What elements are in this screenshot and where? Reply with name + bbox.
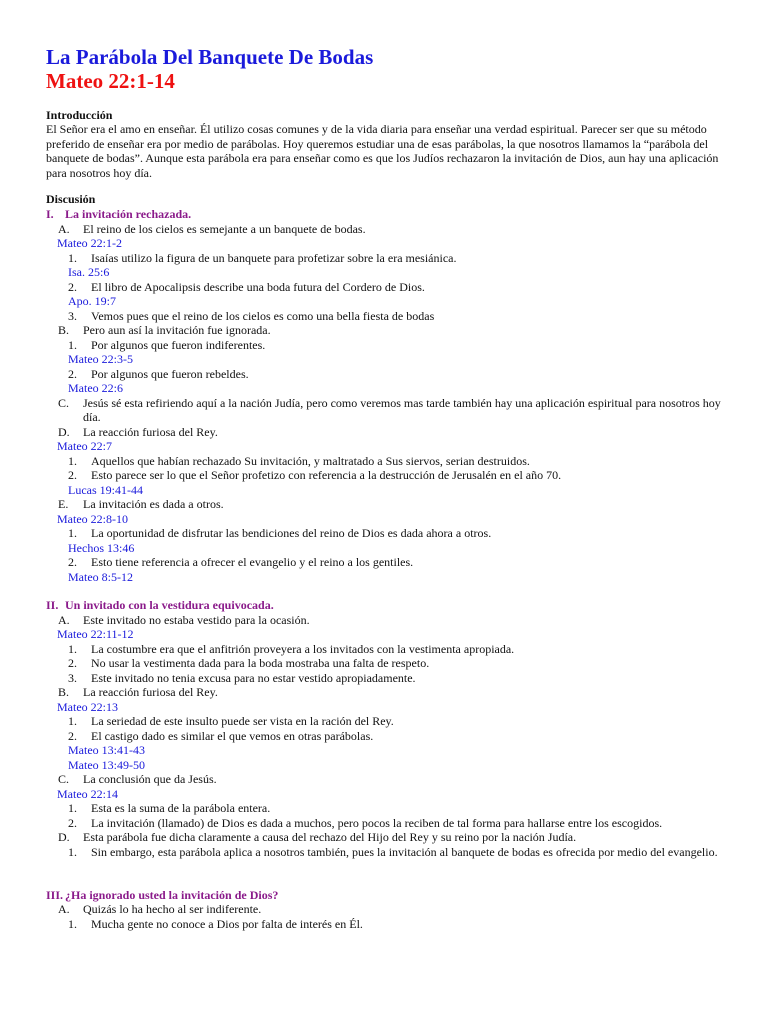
outline-number: A. xyxy=(58,612,70,627)
outline-point xyxy=(46,497,746,512)
outline-subpoint xyxy=(46,468,746,483)
scripture-reference xyxy=(46,236,746,251)
outline-number: 2. xyxy=(68,555,77,569)
outline-number: 1. xyxy=(68,641,77,656)
outline-point xyxy=(46,685,746,700)
outline-number: III. xyxy=(46,887,64,902)
outline-text: Este invitado no estaba vestido para la ocasión. xyxy=(83,612,310,627)
outline-subpoint xyxy=(46,555,746,570)
scripture-reference xyxy=(46,758,746,773)
outline-number: 1. xyxy=(68,337,77,352)
outline-subpoint xyxy=(46,338,746,353)
outline-subpoint xyxy=(46,729,746,744)
document-title: La Parábola Del Banquete De Bodas xyxy=(46,45,374,69)
outline-subpoint xyxy=(46,816,746,831)
outline-text: La conclusión que da Jesús. xyxy=(83,772,217,786)
outline-subpoint xyxy=(46,526,746,541)
outline-point xyxy=(46,902,746,917)
outline-number: C. xyxy=(58,772,70,786)
outline-number: 1. xyxy=(68,453,77,468)
outline-number: 2. xyxy=(68,468,77,482)
outline-subpoint xyxy=(46,367,746,382)
outline-subpoint xyxy=(46,917,746,932)
outline-text: Esto tiene referencia a ofrecer el evangelio y el reino a los gentiles. xyxy=(91,555,414,569)
outline-text: Este invitado no tenia excusa para no estar vestido apropiadamente. xyxy=(91,670,416,685)
outline-subpoint xyxy=(46,845,746,874)
outline-text: Aquellos que habían rechazado Su invitación, y maltratado a Sus siervos, serian destruidos. xyxy=(91,453,530,468)
outline-text: Pero aun así la invitación fue ignorada. xyxy=(83,323,271,337)
scripture-reference xyxy=(46,743,746,758)
scripture-reference xyxy=(46,570,746,585)
outline-point xyxy=(46,830,746,845)
outline-text: Hechos 13:46 xyxy=(68,540,135,555)
intro-heading: Introducción xyxy=(46,108,113,122)
outline-point xyxy=(46,323,746,338)
outline-text: No usar la vestimenta dada para la boda mostraba una falta de respeto. xyxy=(91,656,430,670)
scripture-reference xyxy=(46,787,746,802)
outline-text: Mateo 22:8-10 xyxy=(57,511,128,526)
section-heading xyxy=(46,598,746,613)
outline-subpoint xyxy=(46,280,746,295)
outline-text: La invitación (llamado) de Dios es dada a muchos, pero pocos la reciben de tal forma para hallarse entre los escogidos. xyxy=(91,815,663,830)
outline-number: A. xyxy=(58,221,70,236)
outline-subpoint xyxy=(46,642,746,657)
outline-number: 1. xyxy=(68,801,77,815)
outline-number: D. xyxy=(58,830,70,844)
outline xyxy=(46,207,746,931)
outline-text: Isa. 25:6 xyxy=(68,265,110,279)
discussion-heading: Discusión xyxy=(46,192,96,206)
outline-number: 1. xyxy=(68,714,77,728)
scripture-reference xyxy=(46,512,746,527)
outline-text: Por algunos que fueron indiferentes. xyxy=(91,337,266,352)
outline-point xyxy=(46,222,746,237)
outline-point xyxy=(46,613,746,628)
outline-number: 3. xyxy=(68,670,77,685)
outline-number: D. xyxy=(58,424,70,439)
outline-number: 3. xyxy=(68,308,77,323)
outline-text: Por algunos que fueron rebeldes. xyxy=(91,366,249,381)
outline-number: B. xyxy=(58,685,70,699)
outline-text: Mucha gente no conoce a Dios por falta de interés en Él. xyxy=(91,916,363,931)
outline-text: Vemos pues que el reino de los cielos es como una bella fiesta de bodas xyxy=(91,308,435,323)
outline-text: Mateo 22:11-12 xyxy=(57,627,134,641)
outline-number: I. xyxy=(46,207,54,221)
outline-text: Mateo 22:1-2 xyxy=(57,236,122,250)
outline-number: II. xyxy=(46,598,59,612)
outline-subpoint xyxy=(46,801,746,816)
outline-text: Jesús sé esta refiriendo aquí a la nación Judía, pero como veremos mas tarde también hay una aplicación espiritual para nosotros hoy día. xyxy=(83,395,721,424)
outline-number: 2. xyxy=(68,366,77,381)
outline-number: 1. xyxy=(68,916,77,931)
scripture-reference xyxy=(46,265,746,280)
outline-text: Isaías utilizo la figura de un banquete para profetizar sobre la era mesiánica. xyxy=(91,250,457,265)
outline-text: La seriedad de este insulto puede ser vista en la ración del Rey. xyxy=(91,714,394,728)
document-subtitle: Mateo 22:1-14 xyxy=(46,69,175,93)
scripture-reference xyxy=(46,541,746,556)
intro-paragraph: El Señor era el amo en enseñar. Él utilizo cosas comunes y de la vida diaria para enseñar una verdad espiritual. Parecer ser que su método preferido de enseñar era por medio de parábolas. Hoy queremos estudiar una de esas parábolas, la que nosotros llamamos la “parábola del banquete de bodas”. Aunque esta parábola era para enseñar como es que los Judíos rechazaron la invitación de Dios, aun hay una aplicación para nosotros hoy día. xyxy=(46,122,719,180)
outline-number: 2. xyxy=(68,656,77,670)
outline-text: Mateo 22:13 xyxy=(57,699,118,714)
outline-subpoint xyxy=(46,671,746,686)
outline-text: Quizás lo ha hecho al ser indiferente. xyxy=(83,902,262,916)
outline-point xyxy=(46,396,746,425)
outline-text: La reacción furiosa del Rey. xyxy=(83,424,218,439)
outline-number: E. xyxy=(58,497,69,511)
outline-text: La oportunidad de disfrutar las bendiciones del reino de Dios es dada ahora a otros. xyxy=(91,526,492,540)
scripture-reference xyxy=(46,294,746,309)
outline-number: 1. xyxy=(68,250,77,265)
section-heading xyxy=(46,888,746,903)
outline-number: 2. xyxy=(68,815,77,830)
outline-text: El reino de los cielos es semejante a un banquete de bodas. xyxy=(83,221,366,236)
outline-text: Mateo 22:14 xyxy=(57,786,118,801)
scripture-reference xyxy=(46,352,746,367)
outline-text: El libro de Apocalipsis describe una boda futura del Cordero de Dios. xyxy=(91,279,425,294)
outline-text: Sin embargo, esta parábola aplica a nosotros también, pues la invitación al banquete de bodas es ofrecida por medio del evangelio. xyxy=(91,844,718,859)
outline-text: Esta es la suma de la parábola entera. xyxy=(91,801,271,815)
outline-number: 1. xyxy=(68,526,77,540)
outline-text: La invitación es dada a otros. xyxy=(83,497,224,511)
outline-text: Mateo 22:3-5 xyxy=(68,352,133,366)
scripture-reference xyxy=(46,627,746,642)
scripture-reference xyxy=(46,700,746,715)
outline-point xyxy=(46,425,746,440)
section-gap xyxy=(46,874,746,888)
outline-text: ¿Ha ignorado usted la invitación de Dios? xyxy=(65,887,279,902)
outline-text: Mateo 22:6 xyxy=(68,381,123,395)
outline-subpoint xyxy=(46,454,746,469)
outline-text: Esto parece ser lo que el Señor profetizo con referencia a la destrucción de Jerusalén en el año 70. xyxy=(91,468,562,482)
outline-text: La reacción furiosa del Rey. xyxy=(83,685,218,699)
outline-text: La invitación rechazada. xyxy=(65,207,192,221)
scripture-reference xyxy=(46,381,746,396)
section-gap xyxy=(46,584,746,598)
outline-text: El castigo dado es similar el que vemos en otras parábolas. xyxy=(91,728,374,743)
outline-number: B. xyxy=(58,323,70,337)
outline-number: 2. xyxy=(68,279,77,294)
outline-number: 1. xyxy=(68,844,77,859)
section-heading xyxy=(46,207,746,222)
outline-subpoint xyxy=(46,714,746,729)
outline-number: A. xyxy=(58,902,70,916)
outline-text: Un invitado con la vestidura equivocada. xyxy=(65,598,274,612)
outline-text: La costumbre era que el anfitrión proveyera a los invitados con la vestimenta apropiada. xyxy=(91,641,515,656)
outline-point xyxy=(46,772,746,787)
outline-number: C. xyxy=(58,395,70,410)
outline-text: Mateo 22:7 xyxy=(57,439,112,453)
outline-subpoint xyxy=(46,309,746,324)
outline-text: Esta parábola fue dicha claramente a causa del rechazo del Hijo del Rey y su reino por la nación Judía. xyxy=(83,830,577,844)
scripture-reference xyxy=(46,439,746,454)
scripture-reference xyxy=(46,483,746,498)
outline-text: Mateo 13:49-50 xyxy=(68,757,145,772)
outline-subpoint xyxy=(46,656,746,671)
outline-text: Lucas 19:41-44 xyxy=(68,482,143,497)
outline-text: Apo. 19:7 xyxy=(68,294,116,308)
outline-text: Mateo 13:41-43 xyxy=(68,743,145,757)
outline-number: 2. xyxy=(68,728,77,743)
outline-text: Mateo 8:5-12 xyxy=(68,569,133,584)
outline-subpoint xyxy=(46,251,746,266)
